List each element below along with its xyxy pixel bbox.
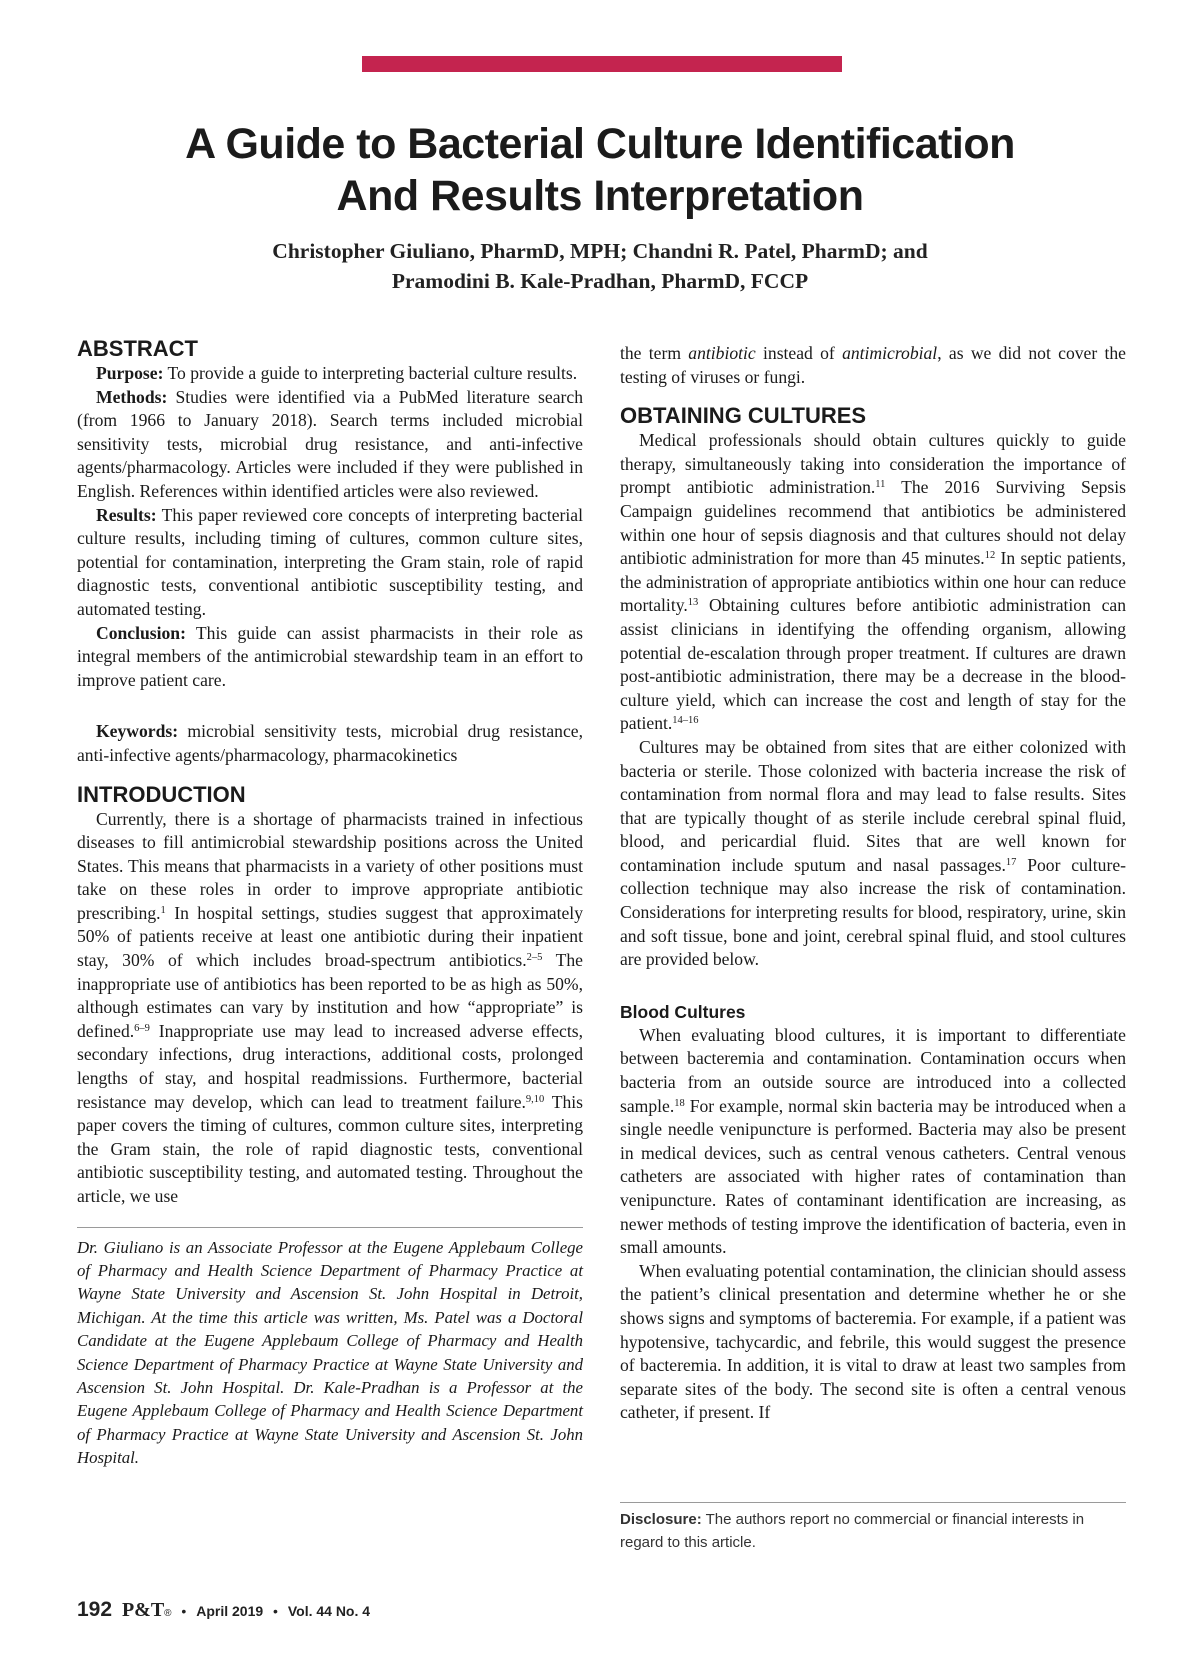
conclusion-text: This guide can assist pharmacists in their role as integral members of the antimicrobial stewardship team in an effort to improve patient care. xyxy=(77,622,583,690)
purpose-text: To provide a guide to interpreting bacterial culture results. xyxy=(163,363,578,383)
page-number: 192 xyxy=(77,1598,113,1621)
abstract-conclusion xyxy=(77,622,583,693)
obtaining-cultures-heading: OBTAINING CULTURES xyxy=(620,403,867,429)
disclosure-divider xyxy=(620,1502,1126,1503)
term-antimicrobial: antimicrobial xyxy=(842,343,938,363)
citation: 17 xyxy=(1005,856,1017,868)
citation: 12 xyxy=(984,550,996,562)
disclosure-text: The authors report no commercial or financial interests in regard to this article. xyxy=(620,1511,1085,1551)
registered-mark: ® xyxy=(164,1608,172,1619)
blood-paragraph-1: When evaluating blood cultures, it is important to differentiate between bacteremia and contamination. Contamination occurs when bacteria from an outside source are introduced into a collected sample.$^{18}$ For example, normal skin bacteria may be introduced when a single needle venipuncture is performed. Bacteria may also be present in medical devices, such as central venous catheters. Central venous catheters are associated with higher rates of contamination than venipuncture. Rates of contaminant identification are increasing, as newer methods of testing improve the identification of bacteria, even in small amounts. xyxy=(620,1024,1126,1258)
methods-text: Studies were identified via a PubMed literature search (from 1966 to January 2018). Search terms included microbial sensitivity tests, microbial drug resistance, and anti-infective agents/pharmacology. Articles were included if they were published in English. References within identified articles were also reviewed. xyxy=(77,386,583,501)
disclosure xyxy=(620,1508,1126,1554)
citation: 1 xyxy=(160,904,166,916)
keywords-text: microbial sensitivity tests, microbial drug resistance, anti-infective agents/pharmacology, pharmacokinetics xyxy=(77,721,583,765)
issue-volume: Vol. 44 No. 4 xyxy=(287,1603,371,1619)
author-list xyxy=(0,236,1200,296)
right-column xyxy=(620,342,1126,1425)
footer-separator: • xyxy=(273,1603,278,1619)
citation: 6–9 xyxy=(134,1022,150,1034)
title-line-1: A Guide to Bacterial Culture Identification xyxy=(185,120,1015,168)
purpose-label: Purpose: xyxy=(96,363,164,383)
obtaining-paragraph-2: Cultures may be obtained from sites that are either colonized with bacteria or sterile. Those colonized with bacteria increase the risk of contamination from normal flora and may lead to false results. Sites that are typically thought of as sterile include cerebral spinal fluid, blood, and pericardial fluid. Sites that are well known for contamination include sputum and nasal passages.$^{17}$ Poor culture-collection technique may also increase the risk of contamination. Considerations for interpreting results for blood, respiratory, urine, skin and soft tissue, bone and joint, cerebral spinal fluid, and stool cultures are provided below. xyxy=(620,736,1126,970)
page-footer xyxy=(77,1598,370,1622)
abstract-heading: ABSTRACT xyxy=(77,336,198,361)
results-text: This paper reviewed core concepts of interpreting bacterial culture results, including timing of cultures, common culture sites, potential for contamination, interpreting the Gram stain, role of rapid diagnostic tests, conventional antibiotic susceptibility testing, and automated testing. xyxy=(77,504,583,619)
conclusion-label: Conclusion: xyxy=(96,622,186,643)
abstract-purpose xyxy=(77,362,583,386)
blood-paragraph-2: When evaluating potential contamination, the clinician should assess the patient’s clinical presentation and determine whether he or she shows signs and symptoms of bacteremia. For example, if a patient was hypotensive, tachycardic, and febrile, this would suggest the presence of bacteremia. In addition, it is vital to draw at least two samples from separate sites of the body. The second site is often a central venous catheter, if present. If xyxy=(620,1260,1126,1423)
citation: 2–5 xyxy=(526,952,543,964)
obtaining-paragraph-1: Medical professionals should obtain cultures quickly to guide therapy, simultaneously taking into consideration the importance of prompt antibiotic administration.$^{11}$ The 2016 Surviving Sepsis Campaign guidelines recommend that antibiotics be administered within one hour of sepsis diagnosis and that cultures should not delay antibiotic administration for more than 45 minutes.$^{12}$ In septic patients, the administration of appropriate antibiotics within one hour can reduce mortality.$^{13}$ Obtaining cultures before antibiotic administration can assist clinicians in identifying the offending organism, allowing potential de-escalation through proper treatment. If cultures are drawn post-antibiotic administration, there may be a decrease in the blood-culture yield, which can increase the cost and length of stay for the patient.$^{14-16}$ xyxy=(620,430,1126,734)
accent-bar xyxy=(362,56,842,72)
authors-line-2: Pramodini B. Kale-Pradhan, PharmD, FCCP xyxy=(391,269,809,293)
citation: 13 xyxy=(687,597,699,609)
results-label: Results: xyxy=(96,504,157,525)
authors-line-1: Christopher Giuliano, PharmD, MPH; Chandni R. Patel, PharmD; and xyxy=(272,239,928,263)
blood-cultures-heading: Blood Cultures xyxy=(620,1001,746,1022)
citation: 9,10 xyxy=(525,1093,545,1105)
left-column xyxy=(77,336,583,1470)
footer-separator: • xyxy=(181,1603,187,1619)
citation: 18 xyxy=(674,1097,685,1109)
methods-label: Methods: xyxy=(96,386,168,407)
citation: 14–16 xyxy=(672,715,699,727)
author-bio: Dr. Giuliano is an Associate Professor at the Eugene Applebaum College of Pharmacy and Health Science Department of Pharmacy Practice at Wayne State University and Ascension St. John Hospital in Detroit, Michigan. At the time this article was written, Ms. Patel was a Doctoral Candidate at the Eugene Applebaum College of Pharmacy and Health Science Department of Pharmacy Practice at Wayne State University and Ascension St. John Hospital. Dr. Kale-Pradhan is a Professor at the Eugene Applebaum College of Pharmacy and Health Science Department of Pharmacy Practice at Wayne State University and Ascension St. John Hospital. xyxy=(77,1237,583,1468)
term-antibiotic: antibiotic xyxy=(688,343,756,363)
introduction-heading: INTRODUCTION xyxy=(77,781,246,807)
introduction-continuation: the term antibiotic instead of antimicrobial, as we did not cover the testing of viruses or fungi. xyxy=(620,343,1126,387)
keywords-label: Keywords: xyxy=(96,721,179,742)
issue-date: April 2019 xyxy=(196,1603,264,1619)
disclosure-label: Disclosure: xyxy=(620,1511,702,1528)
abstract-results xyxy=(77,504,583,622)
journal-name: P&T xyxy=(121,1599,165,1621)
title-line-2: And Results Interpretation xyxy=(336,172,864,220)
citation: 11 xyxy=(875,479,886,491)
introduction-paragraph: Currently, there is a shortage of pharmacists trained in infectious diseases to fill antimicrobial stewardship positions across the United States. This means that pharmacists in a variety of other positions must take on these roles in order to improve appropriate antibiotic prescribing.$^1$ In hospital settings, studies suggest that approximately 50% of patients receive at least one antibiotic during their inpatient stay, 30% of which includes broad-spectrum antibiotics.$^{2-5}$ The inappropriate use of antibiotics has been reported to be as high as 50%, although estimates can vary by institution and how “appropriate” is defined.$^{6-9}$ Inappropriate use may lead to increased adverse effects, secondary infections, drug interactions, additional costs, prolonged lengths of stay, and hospital readmissions. Furthermore, bacterial resistance may develop, which can lead to treatment failure.$^{9,10}$ This paper covers the timing of cultures, common culture sites, interpreting the Gram stain, the role of rapid diagnostic tests, conventional antibiotic susceptibility testing, and automated testing. Throughout the article, we use xyxy=(77,808,583,1206)
keywords xyxy=(77,720,583,767)
abstract-methods xyxy=(77,386,583,504)
article-title xyxy=(0,118,1200,222)
bio-divider xyxy=(77,1227,583,1228)
